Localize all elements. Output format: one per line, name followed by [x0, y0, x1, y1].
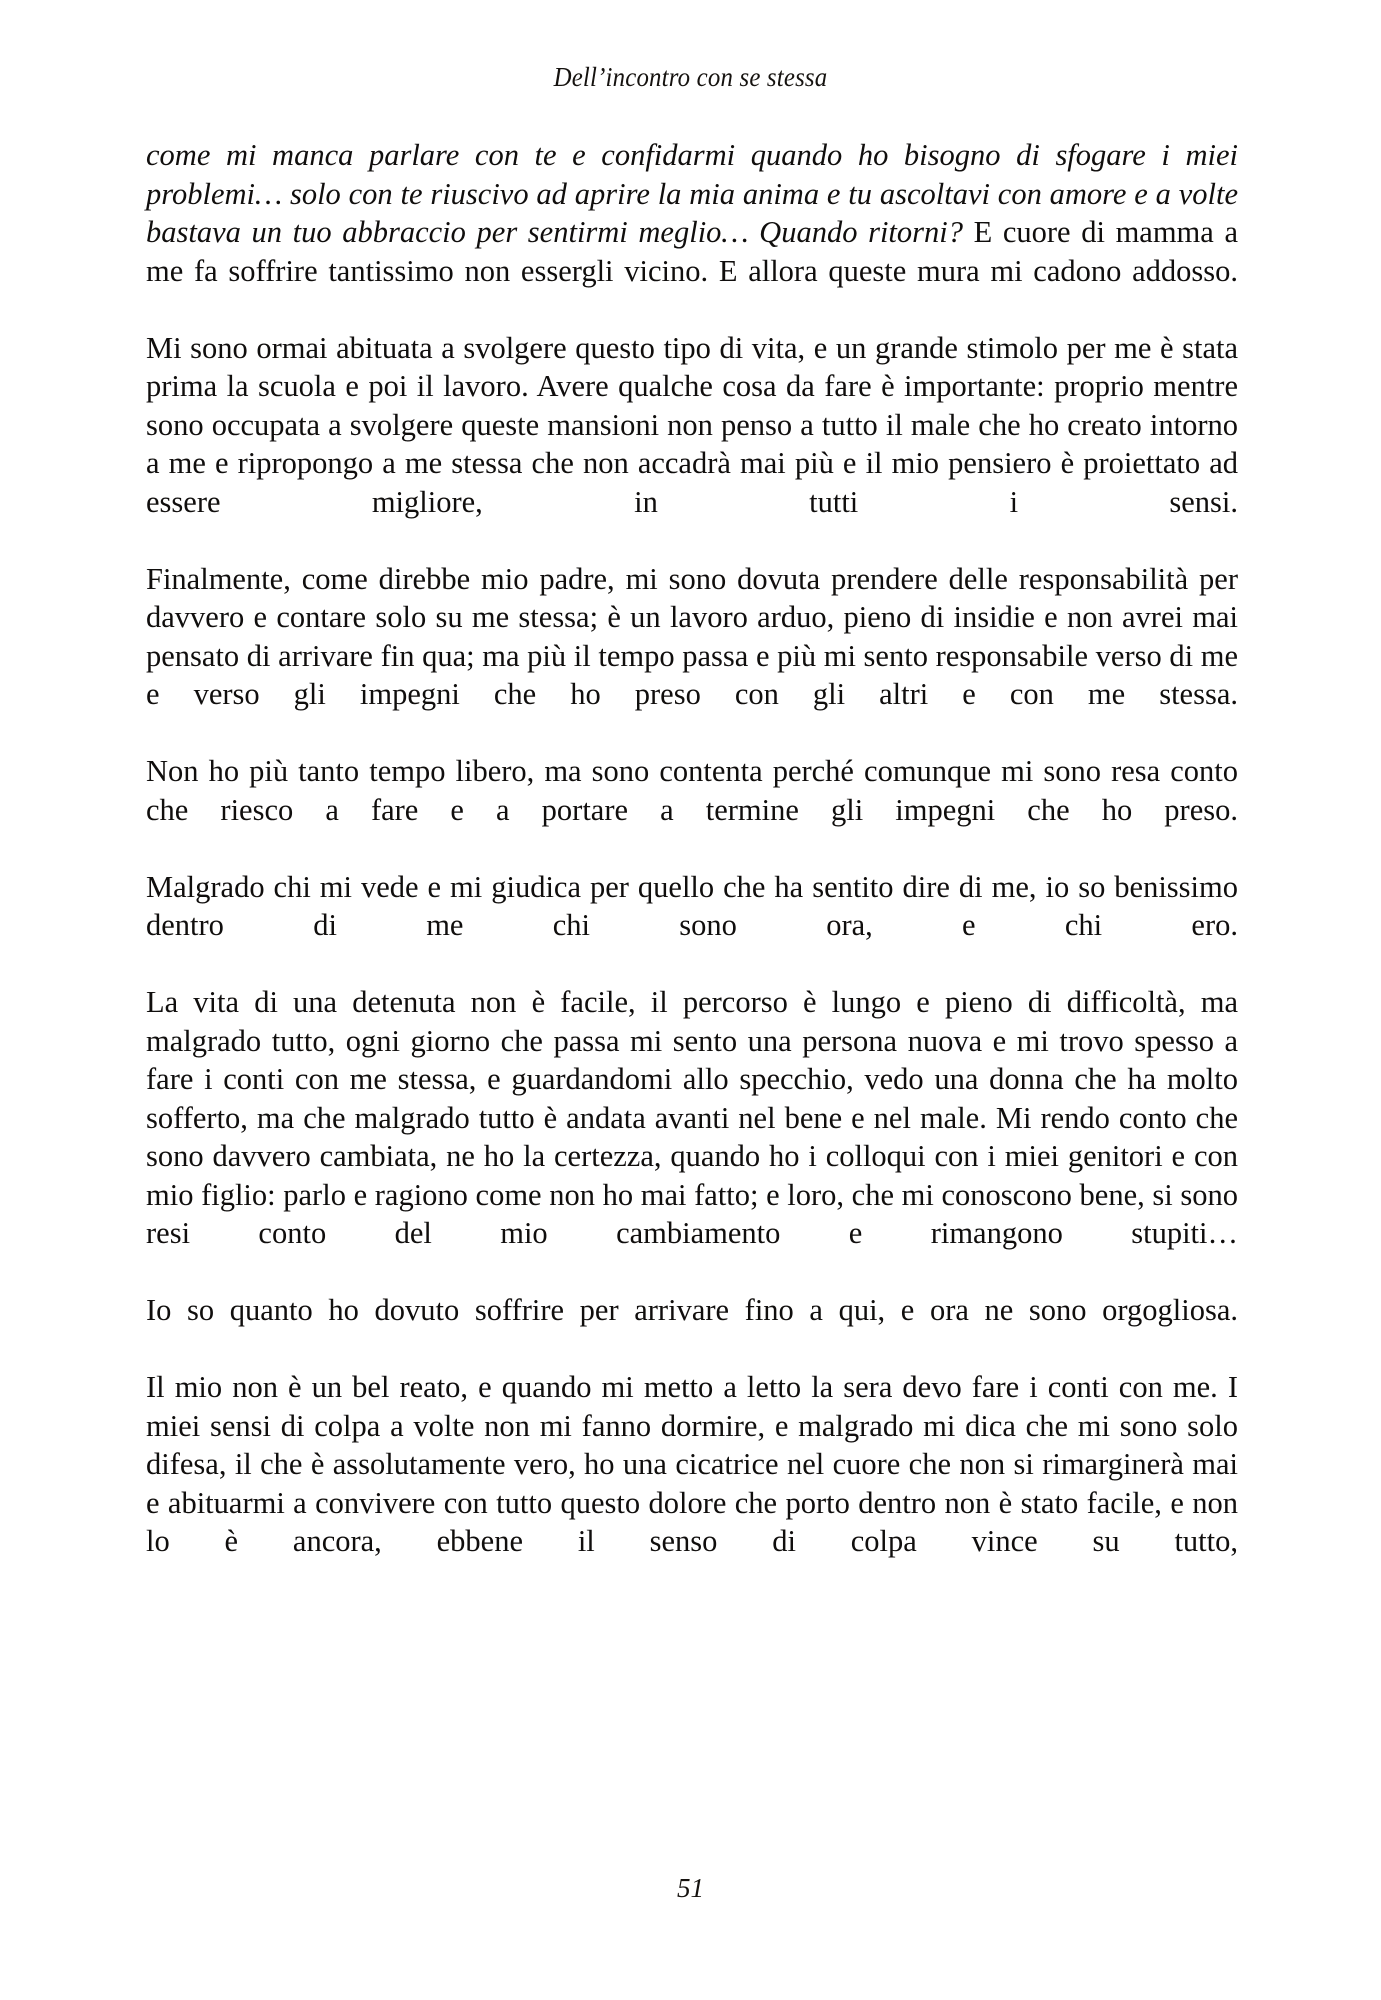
page-number: 51 — [677, 1873, 704, 1903]
running-head: Dell’incontro con se stessa — [553, 62, 828, 92]
body-text-block — [146, 136, 1238, 1599]
paragraph-2: Mi sono ormai abituata a svolgere questo tipo di vita, e un grande stimolo per me è stata prima la scuola e poi il lavoro. Avere qualche cosa da fare è importante: proprio mentre sono occupata a svolgere queste mansioni non penso a tutto il male che ho creato intorno a me e ripropongo a me stessa che non accadrà mai più e il mio pensiero è proiettato ad essere migliore, in tutti i sensi. — [146, 330, 1238, 519]
paragraph-3: Finalmente, come direbbe mio padre, mi sono dovuta prendere delle responsabilità per davvero e contare solo su me stessa; è un lavoro arduo, pieno di insidie e non avrei mai pensato di arrivare fin qua; ma più il tempo passa e più mi sento responsabile verso di me e verso gli impegni che ho preso con gli altri e con me stessa. — [146, 561, 1238, 711]
paragraph-7: Io so quanto ho dovuto soffrire per arrivare fino a qui, e ora ne sono orgogliosa. — [146, 1293, 1238, 1327]
paragraph-6: La vita di una detenuta non è facile, il percorso è lungo e pieno di difficoltà, ma malgrado tutto, ogni giorno che passa mi sento una persona nuova e mi trovo spesso a fare i conti con me stessa, e guardandomi allo specchio, vedo una donna che ha molto sofferto, ma che malgrado tutto è andata avanti nel bene e nel male. Mi rendo conto che sono davvero cambiata, ne ho la certezza, quando ho i colloqui con i miei genitori e con mio figlio: parlo e ragiono come non ho mai fatto; e loro, che mi conoscono bene, si sono resi conto del mio cambiamento e rimangono stupiti… — [146, 985, 1238, 1250]
paragraph-8: Il mio non è un bel reato, e quando mi metto a letto la sera devo fare i conti con me. I miei sensi di colpa a volte non mi fanno dormire, e malgrado mi dica che mi sono solo difesa, il che è assolutamente vero, ho una cicatrice nel cuore che non si rimarginerà mai e abituarmi a convivere con tutto questo dolore che porto dentro non è stato facile, e non lo è ancora, ebbene il senso di colpa vince su tutto, — [146, 1370, 1238, 1558]
paragraph-4: Non ho più tanto tempo libero, ma sono contenta perché comunque mi sono resa conto che riesco a fare e a portare a termine gli impegni che ho preso. — [146, 754, 1238, 827]
paragraph-1 — [146, 136, 1238, 329]
roman-continuation: E cuore di mamma a me fa soffrire tantissimo non essergli vicino. E allora queste mura mi cadono addosso. — [146, 215, 1238, 288]
italic-letter-quote: come mi manca parlare con te e confidarmi quando ho bisogno di sfogare i miei problemi… solo con te riuscivo ad aprire la mia anima e tu ascoltavi con amore e a volte bastava un tuo abbraccio per sentirmi meglio… Quando ritorni? — [146, 138, 1238, 249]
paragraph-5: Malgrado chi mi vede e mi giudica per quello che ha sentito dire di me, io so benissimo dentro di me chi sono ora, e chi ero. — [146, 869, 1238, 942]
